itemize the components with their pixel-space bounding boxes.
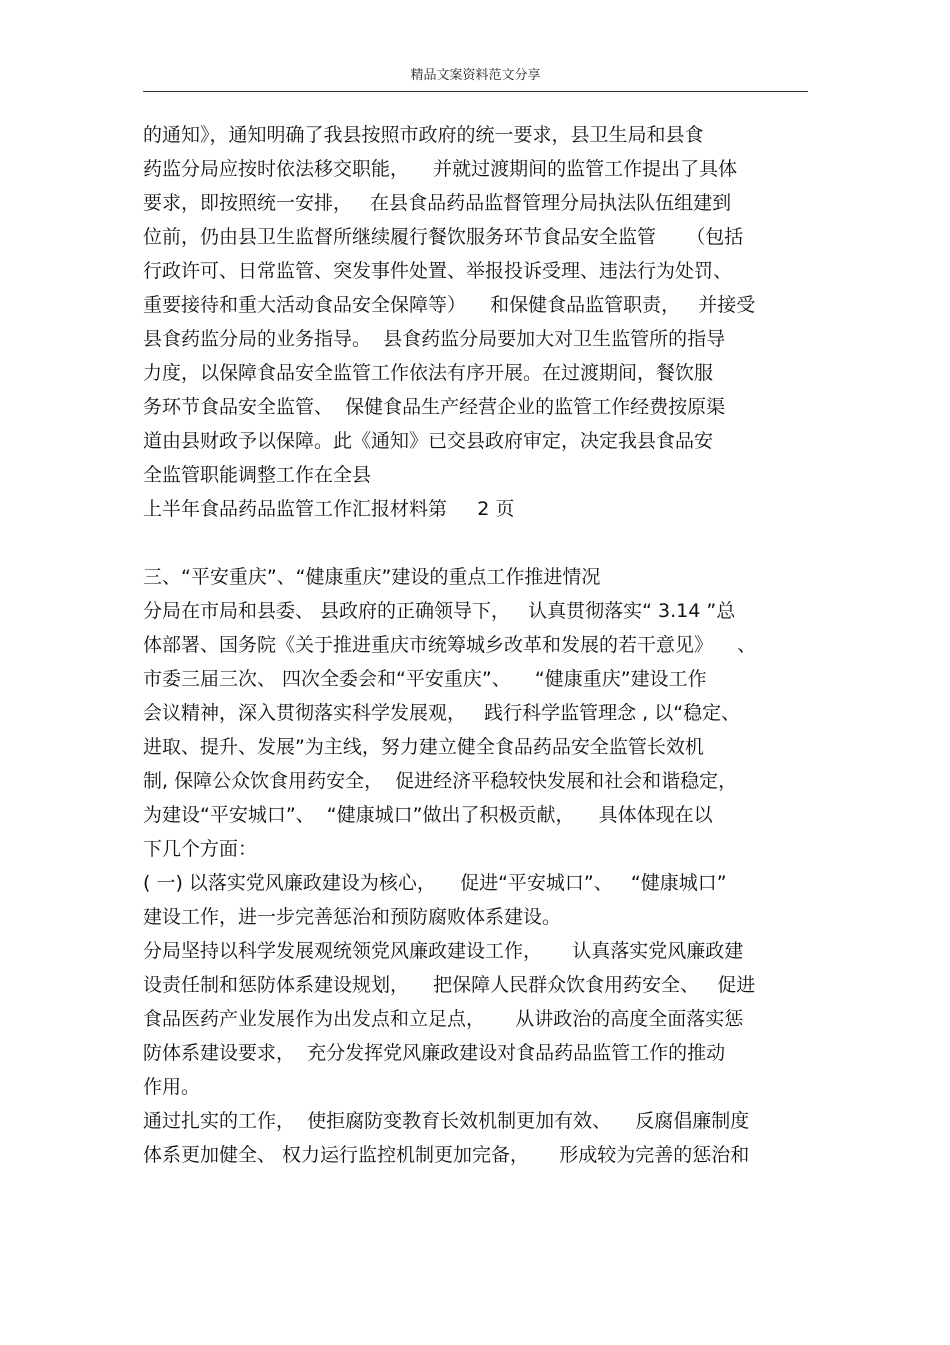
text-line: 务环节食品安全监管、 保健食品生产经营企业的监管工作经费按原渠 [143,396,726,418]
page-footer-label: 上半年食品药品监管工作汇报材料第 2 页 [143,498,515,520]
text-line: 全监管职能调整工作在全县 [143,464,372,486]
text-line: 县食药监分局的业务指导。 县食药监分局要加大对卫生监管所的指导 [143,328,726,350]
text-line: 防体系建设要求， 充分发挥党风廉政建设对食品药品监管工作的推动 [143,1042,726,1064]
subsection-heading: ( 一) 以落实党风廉政建设为核心， 促进“平安城口”、 “健康城口” [143,872,727,894]
text-line: 重要接待和重大活动食品安全保障等） 和保健食品监管职责， 并接受 [143,294,756,316]
text-line: 设责任制和惩防体系建设规划， 把保障人民群众饮食用药安全、 促进 [143,974,756,996]
text-line: 通过扎实的工作， 使拒腐防变教育长效机制更加有效、 反腐倡廉制度 [143,1110,750,1132]
text-line: 分局在市局和县委、 县政府的正确领导下， 认真贯彻落实“ 3.14 ”总 [143,600,736,622]
text-line: 行政许可、日常监管、突发事件处置、举报投诉受理、违法行为处罚、 [143,260,733,282]
text-line: 道由县财政予以保障。此《通知》已交县政府审定，决定我县食品安 [143,430,714,452]
text-line: 市委三届三次、 四次全委会和“平安重庆”、 “健康重庆”建设工作 [143,668,707,690]
text-line: 体部署、国务院《关于推进重庆市统筹城乡改革和发展的若干意见》 、 [143,634,757,656]
text-line: 力度，以保障食品安全监管工作依法有序开展。在过渡期间，餐饮服 [143,362,714,384]
text-line: 位前，仍由县卫生监督所继续履行餐饮服务环节食品安全监管 （包括 [143,226,744,248]
text-line: 进取、提升、发展”为主线，努力建立健全食品药品安全监管长效机 [143,736,704,758]
text-line: 为建设“平安城口”、 “健康城口”做出了积极贡献， 具体体现在以 [143,804,713,826]
text-line: 作用。 [143,1076,201,1098]
text-line: 要求，即按照统一安排， 在县食品药品监督管理分局执法队伍组建到 [143,192,732,214]
blank-line [143,526,823,560]
document-body [143,118,823,1172]
text-line: 药监分局应按时依法移交职能， 并就过渡期间的监管工作提出了具体 [143,158,738,180]
page-header: 精品文案资料范文分享 [410,68,541,83]
text-line: 会议精神，深入贯彻落实科学发展观， 践行科学监管理念 , 以“稳定、 [143,702,741,724]
text-line: 建设工作，进一步完善惩治和预防腐败体系建设。 [143,906,562,928]
header-divider [143,91,808,92]
text-line: 食品医药产业发展作为出发点和立足点， 从讲政治的高度全面落实惩 [143,1008,744,1030]
text-line: 下几个方面： [143,838,258,860]
section-heading: 三、“平安重庆”、“健康重庆”建设的重点工作推进情况 [143,566,601,588]
text-line: 的通知》，通知明确了我县按照市政府的统一要求，县卫生局和县食 [143,124,704,146]
text-line: 制, 保障公众饮食用药安全， 促进经济平稳较快发展和社会和谐稳定， [143,770,738,792]
text-line: 体系更加健全、 权力运行监控机制更加完备， 形成较为完善的惩治和 [143,1144,750,1166]
text-line: 分局坚持以科学发展观统领党风廉政建设工作， 认真落实党风廉政建 [143,940,744,962]
